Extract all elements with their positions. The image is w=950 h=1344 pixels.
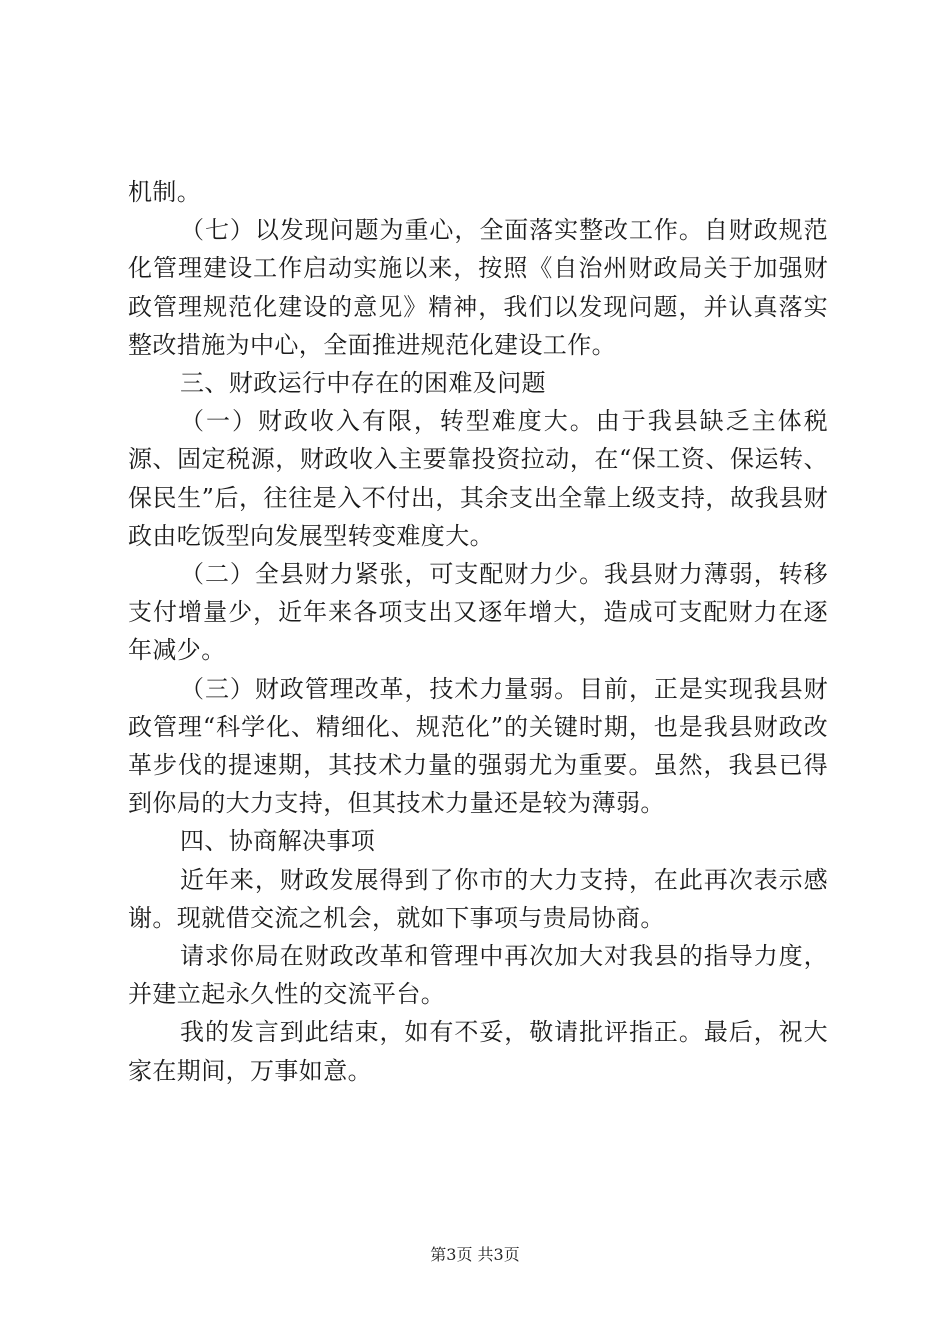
paragraph-request: 请求你局在财政改革和管理中再次加大对我县的指导力度，并建立起永久性的交流平台。	[128, 942, 828, 1009]
section-heading-3: 三、财政运行中存在的困难及问题	[180, 369, 546, 398]
paragraph-continuation: 机制。	[128, 178, 202, 206]
section-heading-4: 四、协商解决事项	[180, 827, 376, 856]
page-number-label: 第3页 共3页	[430, 1245, 520, 1264]
paragraph-closing: 我的发言到此结束，如有不妥，敬请批评指正。最后，祝大家在期间，万事如意。	[128, 1018, 828, 1085]
page-footer	[0, 1245, 950, 1265]
paragraph-problem-2: （二）全县财力紧张，可支配财力少。我县财力薄弱，转移支付增量少，近年来各项支出又逐年增大，造成可支配财力在逐年减少。	[128, 560, 828, 665]
paragraph-item-7: （七）以发现问题为重心，全面落实整改工作。自财政规范化管理建设工作启动实施以来，按照《自治州财政局关于加强财政管理规范化建设的意见》精神，我们以发现问题，并认真落实整改措施为中心，全面推进规范化建设工作。	[128, 216, 828, 359]
paragraph-problem-1: （一）财政收入有限，转型难度大。由于我县缺乏主体税源、固定税源，财政收入主要靠投资拉动，在“保工资、保运转、保民生”后，往往是入不付出，其余支出全靠上级支持，故我县财政由吃饭型向发展型转变难度大。	[128, 407, 828, 550]
paragraph-thanks: 近年来，财政发展得到了你市的大力支持，在此再次表示感谢。现就借交流之机会，就如下事项与贵局协商。	[128, 865, 828, 932]
paragraph-problem-3: （三）财政管理改革，技术力量弱。目前，正是实现我县财政管理“科学化、精细化、规范化”的关键时期，也是我县财政改革步伐的提速期，其技术力量的强弱尤为重要。虽然，我县已得到你局的大力支持，但其技术力量还是较为薄弱。	[128, 674, 828, 818]
document-body	[128, 173, 828, 1090]
